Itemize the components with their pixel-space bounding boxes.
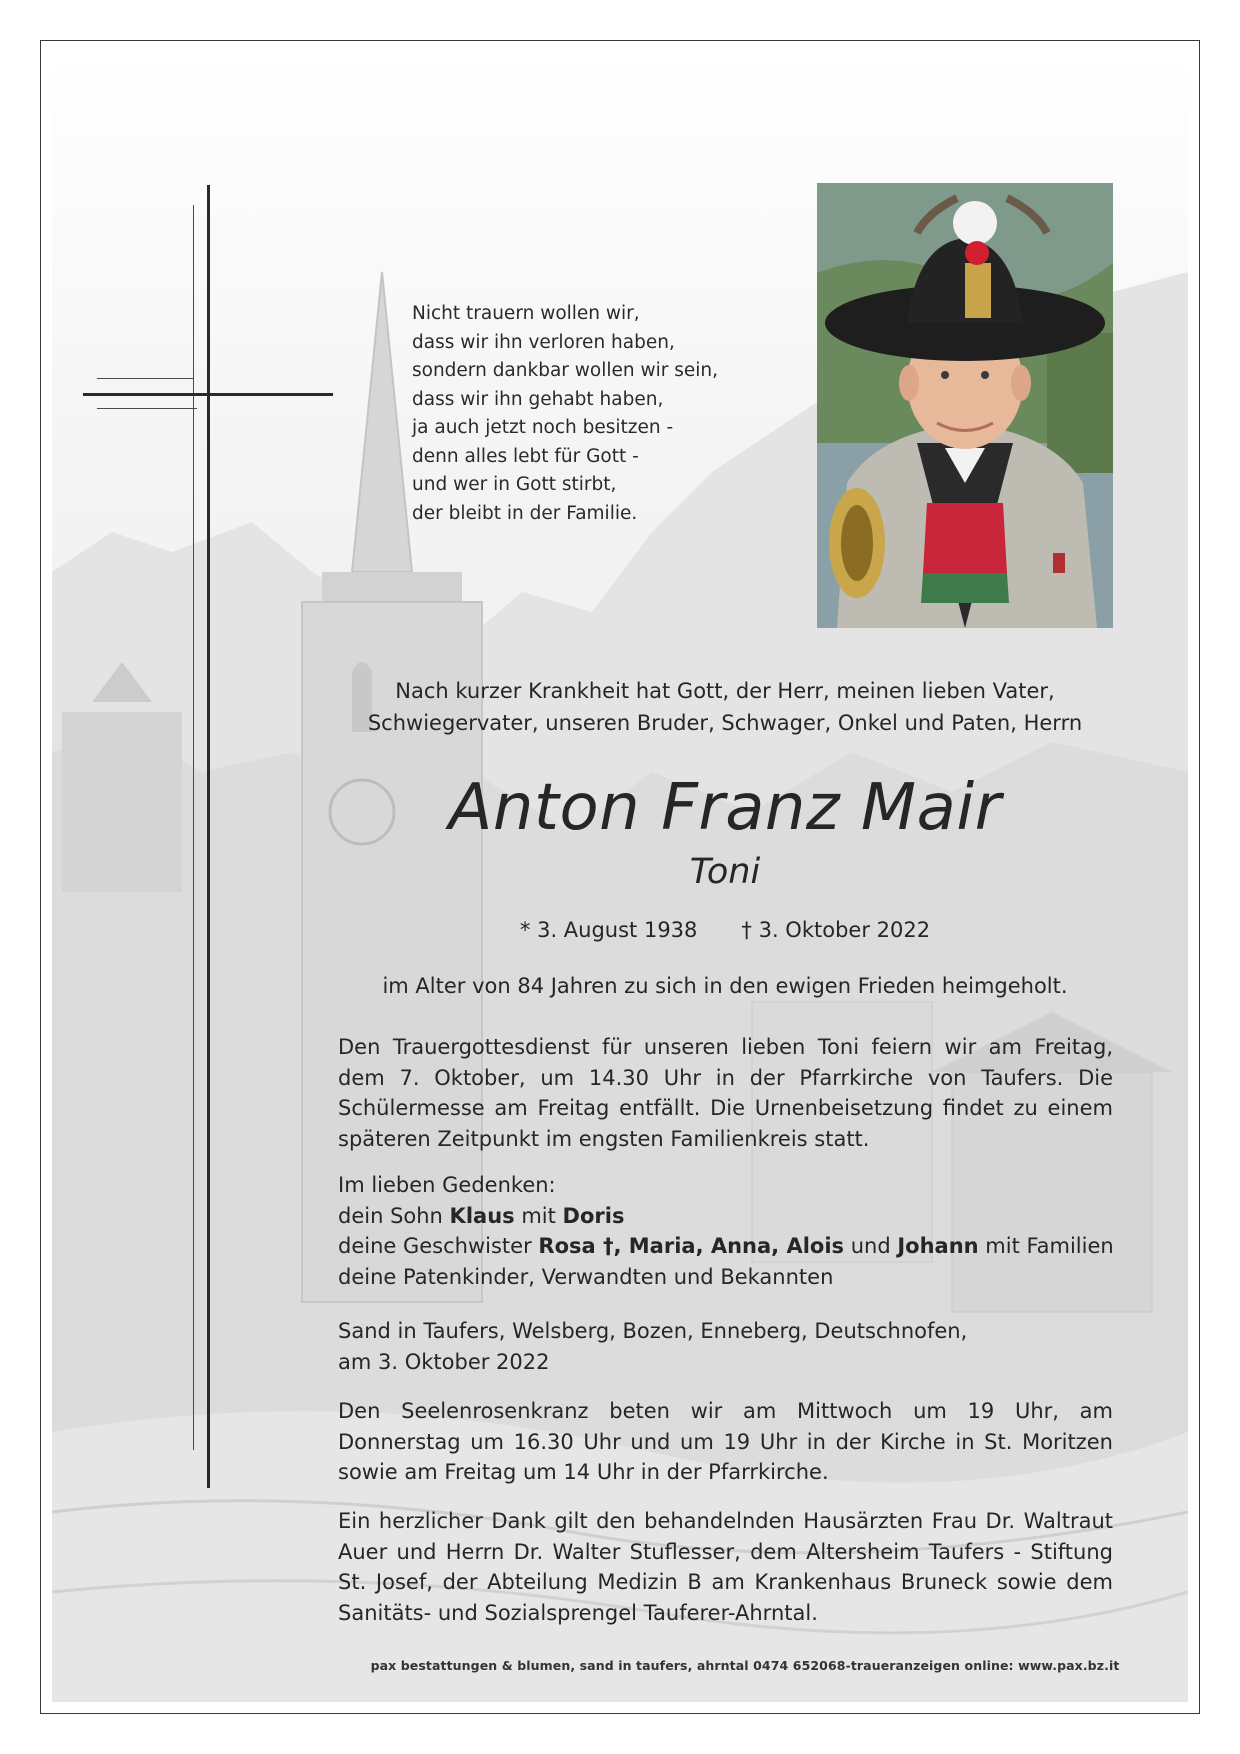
- cross-horizontal-upper-line: [97, 378, 193, 379]
- cross-vertical-beam: [207, 185, 210, 1488]
- footer-credit: pax bestattungen & blumen, sand in taufers, ahrntal 0474 652068-traueranzeigen online: www.pax.bz.it: [370, 1658, 1120, 1673]
- poem-line: ja auch jetzt noch besitzen -: [412, 417, 674, 438]
- poem-line: dass wir ihn gehabt haben,: [412, 388, 664, 410]
- mourners-list: [338, 1170, 1113, 1292]
- deceased-nickname: Toni: [689, 852, 761, 892]
- thanks-text: Ein herzlicher Dank gilt den behandelnden Hausärzten Frau Dr. Waltraut Auer und Herrn Dr. Walter Stuflesser, dem Altersheim Taufers - Stiftung St. Josef, der Abteilung Medizin B am Krankenhaus Bruneck sowie dem Sanitäts- und Sozialsprengel Tauferer-Ahrntal.: [338, 1509, 1113, 1625]
- mourners-siblings: deine Geschwister Rosa †, Maria, Anna, Alois und Johann mit Familien: [338, 1234, 1114, 1258]
- poem-line: denn alles lebt für Gott -: [412, 445, 639, 467]
- intro-line: Nach kurzer Krankheit hat Gott, der Herr, meinen lieben Vater,: [395, 679, 1055, 703]
- death-date: † 3. Oktober 2022: [741, 918, 931, 942]
- portrait-photo: [817, 183, 1113, 628]
- poem-line: und wer in Gott stirbt,: [412, 474, 617, 495]
- poem-line: dass wir ihn verloren haben,: [412, 331, 675, 353]
- place-line: Sand in Taufers, Welsberg, Bozen, Enneberg, Deutschnofen,: [338, 1319, 968, 1343]
- cross-horizontal-shadow-line: [97, 408, 197, 409]
- mourners-son: dein Sohn Klaus mit Doris: [338, 1203, 625, 1228]
- birth-date: * 3. August 1938: [519, 918, 698, 942]
- mourners-others: deine Patenkinder, Verwandten und Bekannten: [338, 1264, 834, 1289]
- poem-line: Nicht trauern wollen wir,: [412, 303, 640, 324]
- age-line: im Alter von 84 Jahren zu sich in den ewigen Frieden heimgeholt.: [382, 974, 1068, 998]
- life-dates: [340, 914, 1110, 946]
- cross-horizontal-beam: [83, 393, 333, 396]
- cross-vertical-shadow-line: [193, 205, 194, 1450]
- place-and-date: [338, 1316, 1113, 1377]
- memorial-poem: [412, 300, 742, 528]
- poem-line: der bleibt in der Familie.: [412, 502, 638, 524]
- deceased-name: Anton Franz Mair: [448, 771, 1002, 845]
- poem-line: sondern dankbar wollen wir sein,: [412, 360, 719, 381]
- date-line: am 3. Oktober 2022: [338, 1349, 550, 1374]
- funeral-announcement: Den Trauergottesdienst für unseren lieben Toni feiern wir am Freitag, dem 7. Oktober, um 14.30 Uhr in der Pfarrkirche von Taufers. Die Schülermesse am Freitag entfällt. Die Urnenbeisetzung findet zu einem späteren Zeitpunkt im engsten Familienkreis statt.: [338, 1035, 1113, 1151]
- intro-line: Schwiegervater, unseren Bruder, Schwager, Onkel und Paten, Herrn: [367, 711, 1083, 735]
- intro-text: [340, 675, 1110, 739]
- mourners-heading: Im lieben Gedenken:: [338, 1173, 556, 1197]
- rosary-announcement: Den Seelenrosenkranz beten wir am Mittwoch um 19 Uhr, am Donnerstag um 16.30 Uhr und um 19 Uhr in der Kirche in St. Moritzen sowie am Freitag um 14 Uhr in der Pfarrkirche.: [338, 1399, 1113, 1484]
